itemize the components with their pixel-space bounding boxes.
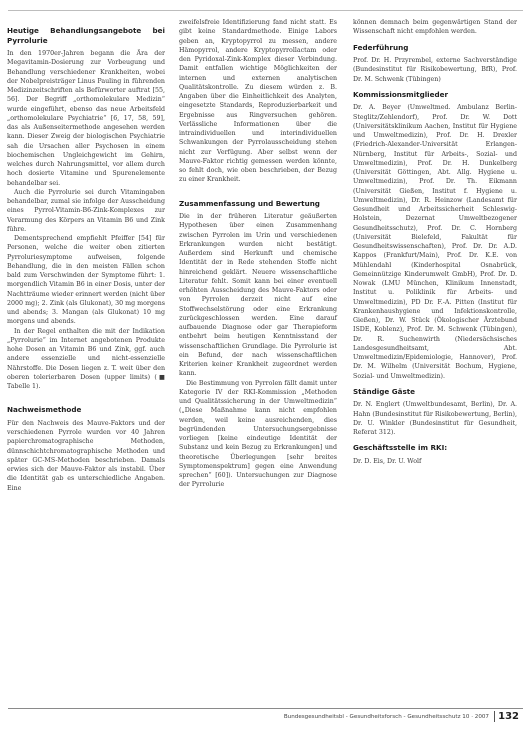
paragraph: zweifelsfreie Identifizierung fand nicht statt. Es gibt keine Standardmethode. Einige Labors geben an, Kryptopyrrol zu messen, andere Hämopyrrol, andere Kryptopyrrollactam oder den Pyridoxal-Zink-Komplex dieser Verbindung. Damit entfallen wichtige Möglichkeiten der internen und externen analytischen Qualitätskontrolle. Zu diesem würden z. B. Angaben über die Einheitlichkeit des Analyten, eingesetzte Standards, Reproduzierbarkeit und Ergebnisse aus Ringversuchen gehören. Verlässliche Informationen über die intraindividuellen und interindividuellen Schwankungen der Pyrrolausscheidung stehen nicht zur Verfügung. Aber selbst wenn der Mauve-Faktor richtig gemessen werden könnte, so fehlt doch, wie oben beschrieben, der Bezug zu einer Krankheit. [179,19,337,184]
paragraph: Auch die Pyrrolurie sei durch Vitamingaben behandelbar, zumal sie infolge der Ausscheidung eines Pyrrol-Vitamin-B6-Zink-Komplexes zur Verarmung des Körpers an Vitamin B6 und Zink führe. [7,188,165,233]
paragraph: In den 1970er-Jahren begann die Ära der Megavitamin-Dosierung zur Vorbeugung und Behandlung verschiedener Krankheiten, wobei der Nobelpreisträger Linus Pauling in führenden Medizinzeitschriften als Befürworter auftrat [55, 56]. Der Begriff „orthomolekulare Medizin“ wurde eingeführt, ebenso das neue Arbeitsfeld „orthomolekulare Psychiatrie“ [6, 17, 58, 59], das als Außenseitermethode angesehen werden kann. Dieser Zweig der biologischen Psychiatrie sah die Ursachen aller Psychosen in einem biochemischen Ungleichgewicht im Gehirn, welches durch Nahrungsmittel, vor allem durch hoch dosierte Vitamine und Spurenelemente behandelbar sei. [7,50,165,187]
paragraph: In der Regel enthalten die mit der Indikation „Pyrrolurie“ im Internet angebotenen Produkte hohe Dosen an Vitamin B6 und Zink, ggf. auch andere essenzielle und nicht-essenzielle Nährstoffe. Die Dosen liegen z. T. weit über den oberen tolerierbaren Dosen (upper limits) (■ Tabelle 1). [7,327,165,390]
footer-rule [8,708,523,709]
paragraph: Dr. A. Beyer (Umweltmed. Ambulanz Berlin-Steglitz/Zehlendorf), Prof. Dr. W. Dott (Universitätsklinikum Aachen, Institut für Hygiene und Umweltmedizin), Prof. Dr. H. Drexler (Friedrich-Alexander-Universität Erlangen-Nürnberg, Institut für Arbeits-, Sozial- und Umweltmedizin), Prof. Dr. H. Dunkelberg (Universität Göttingen, Abt. Allg. Hygiene u. Umweltmedizin), Prof. Dr. Th. Eikmann (Universität Gießen, Institut f. Hygiene u. Umweltmedizin), Dr. R. Heinzow (Landesamt für Gesundheit und Arbeitssicherheit Schleswig-Holstein, Dezernat Umweltbezogener Gesundheitsschutz), Prof. Dr. C. Hornberg (Universität Bielefeld, Fakultät für Gesundheitswissenschaften), Prof. Dr. Dr. A.D. Kappos (Frankfurt/Main), Prof. Dr. K.E. von Mühlendahl (Kinderhospital Osnabrück, Gemeinnützige Kinderumwelt GmbH), Prof. Dr. D. Nowak (LMU München, Klinikum Innenstadt, Institut u. Poliklinik für Arbeits- und Umweltmedizin), PD Dr. F.-A. Pitten (Institut für Krankenhaushygiene und Infektionskontrolle, Gießen), Dr. W. Stück (Ökologischer Ärztebund ISDE, Koblenz), Prof. Dr. M. Schwenk (Tübingen), Dr. R. Suchenwirth (Niedersächsisches Landesgesundheitsamt, Abt. Umweltmedizin/Epidemiologie, Hannover), Prof. Dr. M. Wilhelm (Universität Bochum, Hygiene, Sozial- und Umweltmedizin). [353,104,517,380]
paragraph: Für den Nachweis des Mauve-Faktors und der verschiedenen Pyrrole wurden vor 40 Jahren papierchromatographische Methoden, dünnschichtchromatographische Methoden und später GC-MS-Methoden beschrieben. Damals erwies sich der Mauve-Faktor als instabil. Über die Identität gab es unterschiedliche Angaben. Eine [7,419,165,492]
section-heading: Geschäftsstelle im RKI: [353,443,448,453]
column-2 [179,18,337,490]
paragraph: Dr. N. Englert (Umweltbundesamt, Berlin), Dr. A. Hahn (Bundesinstitut für Risikobewertung, Berlin), Dr. U. Winkler (Bundesinstitut für Gesundheit, Referat 312). [353,401,517,436]
section-heading: Federführung [353,42,409,52]
paragraph: Die in der früheren Literatur geäußerten Hypothesen über einen Zusammenhang zwischen Pyrrolen im Urin und verschiedenen Erkrankungen wurden nicht bestätigt. Außerdem sind Herkunft und chemische Identität der in Rede stehenden Stoffe nicht hinreichend geklärt. Neuere wissenschaftliche Literatur fehlt. Somit kann bei einer eventuell erhöhten Ausscheidung des Mauve-Faktors oder von Pyrrolen derzeit nicht auf eine Stoffwechselstörung oder eine Erkrankung zurückgeschlossen werden. Eine darauf aufbauende Diagnose oder gar Therapieform entbehrt beim heutigen Kenntnisstand der wissenschaftlichen Grundlage. Die Pyrrolurie ist ein Befund, der nach wissenschaftlichen Kriterien keiner Krankheit zugeordnet werden kann. [179,213,337,378]
paragraph: Die Bestimmung von Pyrrolen fällt damit unter Kategorie IV der RKI-Kommission „Methoden und Qualitätssicherung in der Umweltmedizin“ („Diese Maßnahme kann nicht empfohlen werden, weil keine ausreichenden, dies begründenden Untersuchungsergebnisse vorliegen [keine eindeutige Identität der Substanz und kein Bezug zu Erkrankungen] und theoretische Überlegungen [sehr breites Symptomenspektrum] gegen eine Anwendung sprechen“ [60]). Untersuchungen zur Diagnose der Pyrrolurie [179,379,337,489]
column-1 [7,18,165,493]
paragraph: können demnach beim gegenwärtigen Stand der Wissenschaft nicht empfohlen werden. [353,19,517,36]
top-rule [8,10,523,11]
section-heading: Heutige Behandlungsangebote bei Pyrrolurie [7,26,165,45]
journal-citation: Bundesgesundheitsbl - Gesundheitsforsch - Gesundheitsschutz 10 · 2007 [283,714,489,720]
page-number: 132 [498,711,519,722]
section-heading: Kommissionsmitglieder [353,89,449,99]
paragraph: Prof. Dr. H. Przyrembel, externe Sachverständige (Bundesinstitut für Risikobewertung, BfR), Prof. Dr. M. Schwenk (Tübingen) [353,57,517,83]
page-footer [8,708,523,722]
paragraph: Dr. D. Eis, Dr. U. Wolf [353,457,422,465]
section-heading: Ständige Gäste [353,386,416,396]
paragraph: Dementsprechend empfiehlt Pfeiffer [54] für Personen, welche die weiter oben zitierten Pyrroluriesymptome aufweisen, folgende Behandlung, die in den meisten Fällen schon bald zum Verschwinden der Symptome führt: 1. morgendlich Vitamin B6 in einer Dosis, unter der Nachtträume wieder erinnert werden (nicht über 2000 mg); 2. Zink (als Glukonat), 30 mg morgens und abends; 3. Mangan (als Glukonat) 10 mg morgens und abends. [7,235,165,326]
section-heading: Zusammenfassung und Bewertung [179,198,320,208]
footer-divider [494,711,495,722]
section-heading: Nachweismethode [7,405,82,415]
column-3 [353,18,517,466]
